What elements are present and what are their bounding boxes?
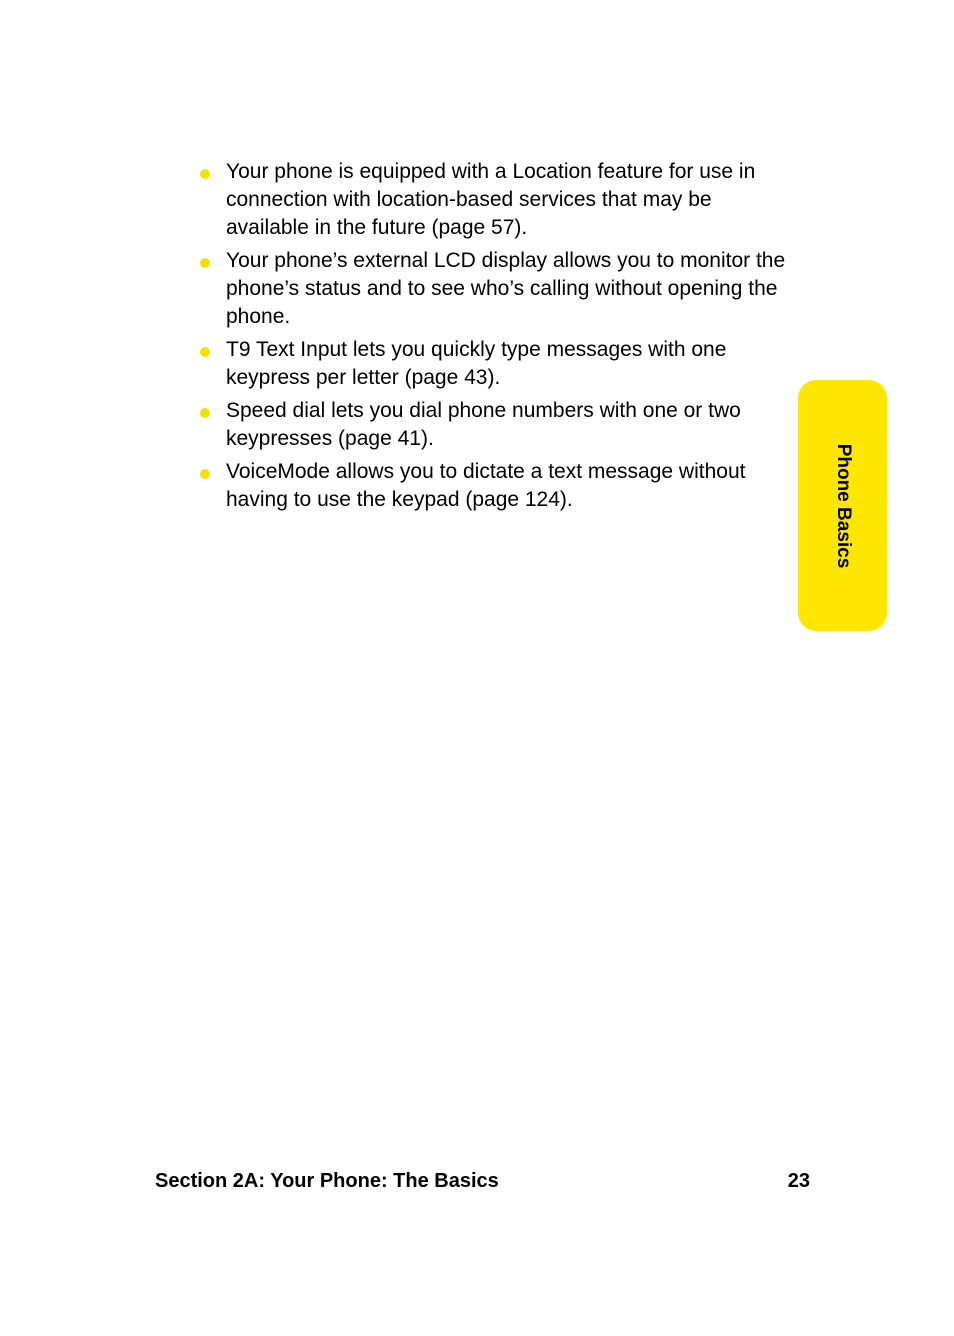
side-tab-label: Phone Basics [832,443,854,568]
section-side-tab [798,380,887,631]
list-item-text: T9 Text Input lets you quickly type messages with one keypress per letter (page 43). [226,338,727,389]
bullet-dot-icon [200,408,210,418]
bullet-dot-icon [200,347,210,357]
list-item-text: VoiceMode allows you to dictate a text message without having to use the keypad (page 124). [226,460,746,511]
list-item-text: Your phone is equipped with a Location feature for use in connection with location-based services that may be available in the future (page 57). [226,160,756,239]
list-item [198,397,788,453]
list-item [198,336,788,392]
bullet-dot-icon [200,469,210,479]
list-item-text: Speed dial lets you dial phone numbers with one or two keypresses (page 41). [226,399,741,450]
page-number: 23 [787,1170,810,1192]
list-item [198,458,788,514]
footer-section-title: Section 2A: Your Phone: The Basics [155,1170,499,1192]
list-item-text: Your phone’s external LCD display allows you to monitor the phone’s status and to see who’s calling without opening the phone. [226,249,786,328]
bullet-dot-icon [200,169,210,179]
bullet-dot-icon [200,258,210,268]
list-item [198,247,788,331]
feature-bullet-list [198,158,788,519]
list-item [198,158,788,242]
